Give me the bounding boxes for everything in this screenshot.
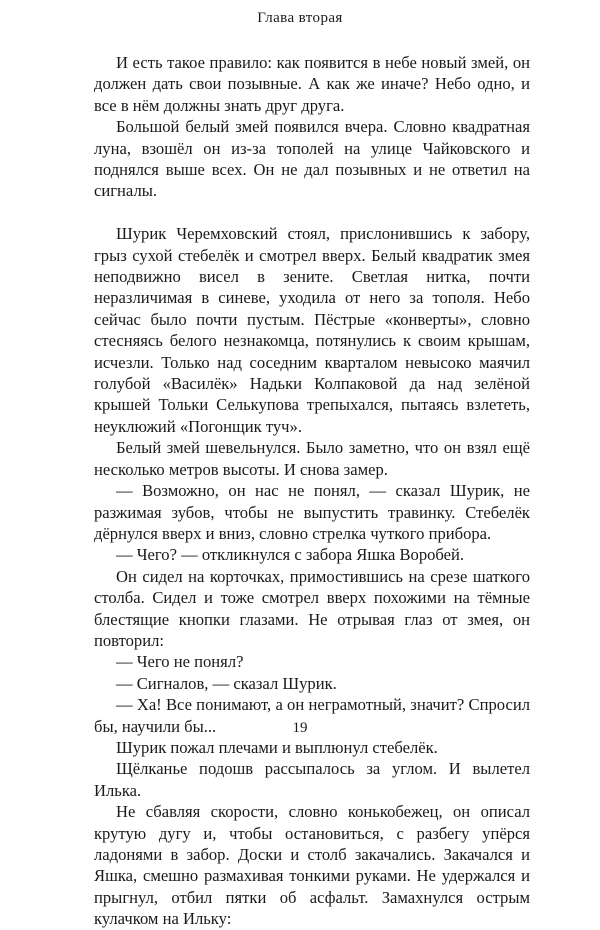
- paragraph: — Чего не понял?: [116, 652, 244, 672]
- paragraph: — Ха! Все понимают, а он неграмотный, значит? Спросил бы, научили бы...: [94, 695, 530, 736]
- paragraph: Не сбавляя скорости, словно конькобежец, он описал крутую дугу и, чтобы остановиться, с разбегу упёрся ладонями в забор. Доски и столб закачались. Закачался и Яшка, смешно размахивая тонкими руками. Не удержался и прыгнул, отбил пятки об асфальт. Замахнулся острым кулачком на Ильку:: [94, 802, 530, 929]
- paragraph: Он сидел на корточках, примостившись на срезе шаткого столба. Сидел и тоже смотрел вверх похожими на тёмные блестящие кнопки глазами. Не отрывая глаз от змея, он повторил:: [94, 566, 530, 650]
- paragraph: — Возможно, он нас не понял, — сказал Шурик, не разжимая зубов, чтобы не выпустить травинку. Стебелёк дёрнулся вверх и вниз, словно стрелка чуткого прибора.: [94, 481, 530, 543]
- paragraph: Щёлканье подошв рассыпалось за углом. И вылетел Илька.: [94, 759, 530, 800]
- paragraph: — Чего? — откликнулся с забора Яшка Воробей.: [116, 545, 465, 565]
- running-head: Глава вторая: [257, 10, 343, 26]
- paragraph: Шурик пожал плечами и выплюнул стебелёк.: [116, 737, 438, 757]
- paragraph: И есть такое правило: как появится в небе новый змей, он должен дать свои позывные. А как же иначе? Небо одно, и все в нём должны знать друг друга.: [94, 53, 530, 115]
- paragraph: Шурик Черемховский стоял, прислонившись к забору, грыз сухой стебелёк и смотрел вверх. Белый квадратик змея неподвижно висел в зените. Светлая нитка, почти неразличимая в синеве, уходила от него за тополя. Небо сейчас было почти пустым. Пёстрые «конверты», словно стесняясь белого незнакомца, потянулись к своим крышам, исчезли. Только над соседним кварталом невысоко маячил голубой «Василёк» Надьки Колпаковой да над зелёной крышей Тольки Селькупова трепыхался, пытаясь взлететь, неуклюжий «Погонщик туч».: [94, 224, 530, 436]
- paragraph: Белый змей шевельнулся. Было заметно, что он взял ещё несколько метров высоты. И снова замер.: [94, 438, 530, 479]
- paragraph: Большой белый змей появился вчера. Словно квадратная луна, взошёл он из-за тополей на улице Чайковского и поднялся выше всех. Он не дал позывных и не ответил на сигналы.: [94, 117, 530, 201]
- body-text: [94, 52, 530, 930]
- paragraph: — Сигналов, — сказал Шурик.: [116, 673, 337, 693]
- page-number: 19: [292, 720, 308, 736]
